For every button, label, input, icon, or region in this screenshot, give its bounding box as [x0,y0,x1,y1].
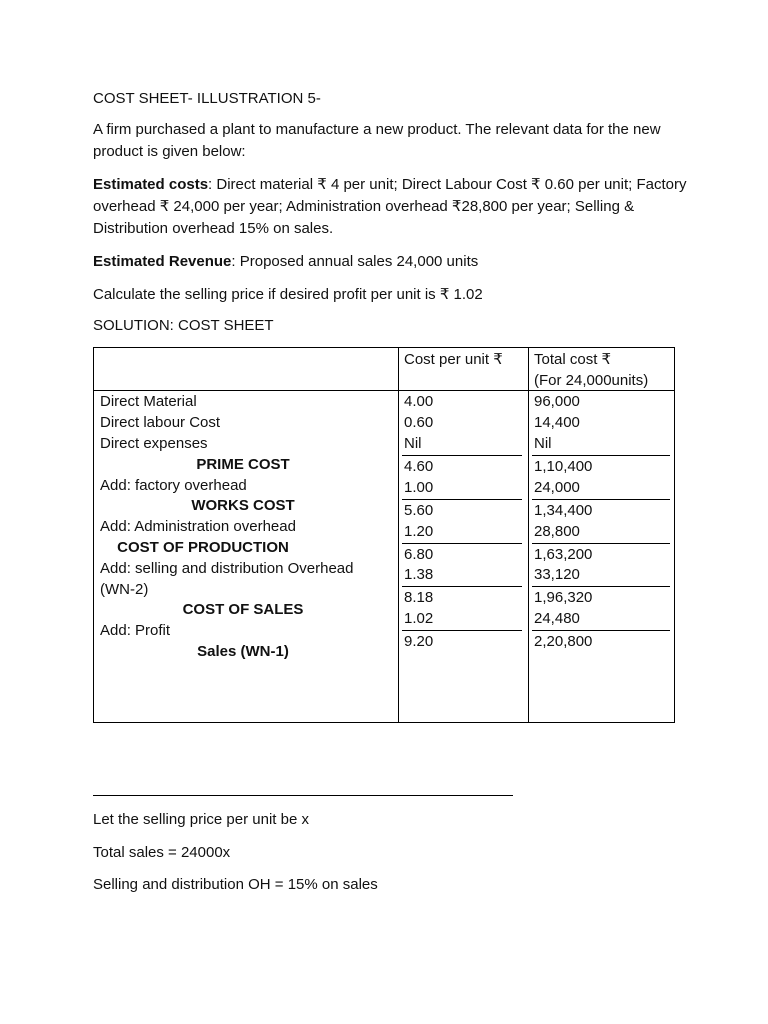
unit-value: 9.20 [404,633,434,650]
row-particular: Add: selling and distribution Overhead [100,560,354,577]
total-value: 1,96,320 [534,589,593,606]
row-particular: Add: Profit [100,622,171,639]
intro-paragraph: A firm purchased a plant to manufacture a new product. The relevant data for the new product is given below: [93,121,661,160]
estimated-revenue-paragraph [93,251,693,273]
row-particular: Direct expenses [100,435,208,452]
unit-value: 4.60 [404,458,434,475]
unit-value: 1.20 [404,523,434,540]
section-rule [93,795,513,796]
subtotal-label: COST OF PRODUCTION [117,539,289,556]
total-value: 1,10,400 [534,458,593,475]
row-particular: (WN-2) [100,581,149,598]
unit-value: 1.00 [404,479,434,496]
estimated-costs-paragraph [93,174,693,240]
sales-label: Sales (WN-1) [197,643,289,660]
header-total-cost: Total cost ₹ [534,351,612,368]
total-value: 24,000 [534,479,580,496]
total-value: 28,800 [534,523,580,540]
unit-value: Nil [404,435,422,452]
subtotal-label: PRIME COST [196,456,290,473]
solution-heading: SOLUTION: COST SHEET [93,317,274,334]
unit-value: 1.38 [404,566,434,583]
estimated-costs-label: Estimated costs [93,176,209,193]
row-particular: Add: factory overhead [100,477,247,494]
unit-value: 5.60 [404,502,434,519]
working-note-line: Total sales = 24000x [93,844,231,861]
total-value: 14,400 [534,414,580,431]
unit-value: 8.18 [404,589,434,606]
document-title: COST SHEET- ILLUSTRATION 5- [93,90,321,107]
row-particular: Direct Material [100,393,197,410]
unit-value: 6.80 [404,546,434,563]
subtotal-label: WORKS COST [191,497,295,514]
total-value: 1,63,200 [534,546,593,563]
unit-value: 1.02 [404,610,434,627]
total-value: 33,120 [534,566,580,583]
estimated-revenue-label: Estimated Revenue [93,253,232,270]
working-note-line: Let the selling price per unit be x [93,811,309,828]
question-text: Calculate the selling price if desired profit per unit is ₹ 1.02 [93,286,483,303]
working-note-line: Selling and distribution OH = 15% on sales [93,876,378,893]
total-value: 96,000 [534,393,580,410]
total-value: 2,20,800 [534,633,593,650]
estimated-revenue-text: : Proposed annual sales 24,000 units [231,253,479,270]
row-particular: Direct labour Cost [100,414,221,431]
column-divider [528,348,529,722]
header-total-cost-units: (For 24,000units) [534,372,649,389]
subtotal-label: COST OF SALES [182,601,304,618]
unit-value: 0.60 [404,414,434,431]
total-value: Nil [534,435,552,452]
header-cost-per-unit: Cost per unit ₹ [404,351,503,368]
column-divider [398,348,399,722]
total-value: 24,480 [534,610,580,627]
row-particular: Add: Administration overhead [100,518,296,535]
unit-value: 4.00 [404,393,434,410]
estimated-costs-text: : Direct material ₹ 4 per unit; Direct Labour Cost ₹ 0.60 per unit; Factory overhead ₹ 24,000 per year; Administration overhead ₹28,800 per year; Selling & Distribution overhead 15% on sales. [93,176,687,237]
cost-sheet-table [93,347,675,723]
total-value: 1,34,400 [534,502,593,519]
